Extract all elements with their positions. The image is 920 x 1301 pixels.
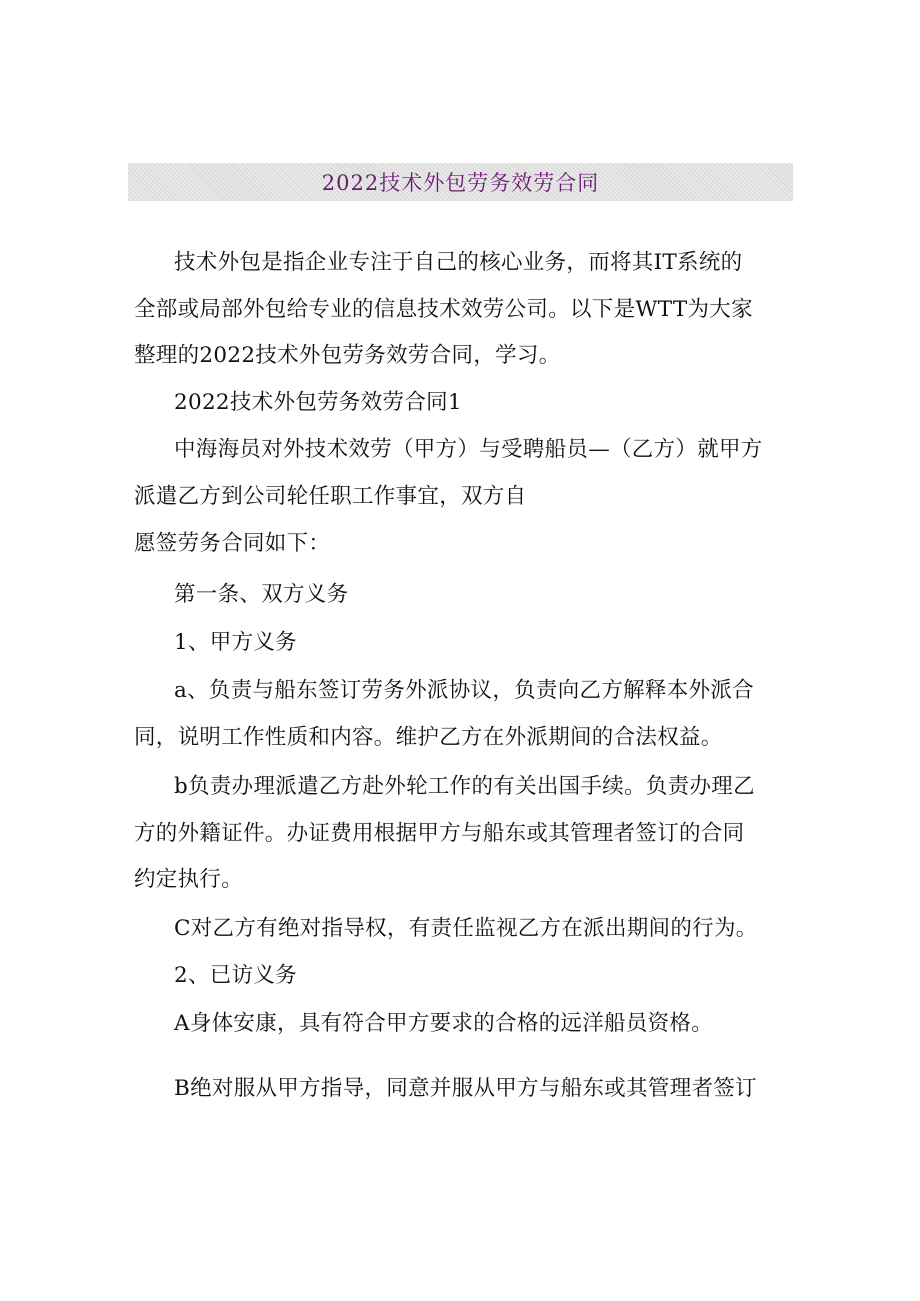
- paragraph-line: A身体安康，具有符合甲方要求的合格的远洋船员资格。: [174, 1011, 714, 1036]
- paragraph-line: 方的外籍证件。办证费用根据甲方与船东或其管理者签订的合同: [134, 821, 745, 846]
- article-heading: 第一条、双方义务: [174, 582, 349, 607]
- paragraph-line: 整理的2022技术外包劳务效劳合同，学习。: [134, 343, 561, 368]
- document-title: 2022技术外包劳务效劳合同: [321, 171, 600, 195]
- clause-heading: 1、甲方义务: [174, 630, 297, 655]
- paragraph-line: 技术外包是指企业专注于自己的核心业务，而将其IT系统的: [174, 250, 743, 275]
- paragraph-line: 派遣乙方到公司轮任职工作事宜，双方自: [134, 484, 527, 509]
- title-banner: [128, 163, 793, 201]
- paragraph-line: C对乙方有绝对指导权，有责任监视乙方在派出期间的行为。: [174, 916, 758, 941]
- paragraph-line: 愿签劳务合同如下：: [134, 531, 331, 556]
- clause-heading: 2、已访义务: [174, 963, 297, 988]
- paragraph-line: 中海海员对外技术效劳（甲方）与受聘船员—（乙方）就甲方: [174, 437, 763, 462]
- paragraph-line: 约定执行。: [134, 867, 244, 892]
- section-heading: 2022技术外包劳务效劳合同1: [174, 390, 462, 415]
- paragraph-line: 同，说明工作性质和内容。维护乙方在外派期间的合法权益。: [134, 725, 723, 750]
- paragraph-line: b负责办理派遣乙方赴外轮工作的有关出国手续。负责办理乙: [174, 774, 755, 799]
- paragraph-line: 全部或局部外包给专业的信息技术效劳公司。以下是WTT为大家: [134, 297, 753, 322]
- paragraph-line: a、负责与船东签订劳务外派协议，负责向乙方解释本外派合: [174, 678, 754, 703]
- paragraph-line: B绝对服从甲方指导，同意并服从甲方与船东或其管理者签订: [174, 1076, 757, 1101]
